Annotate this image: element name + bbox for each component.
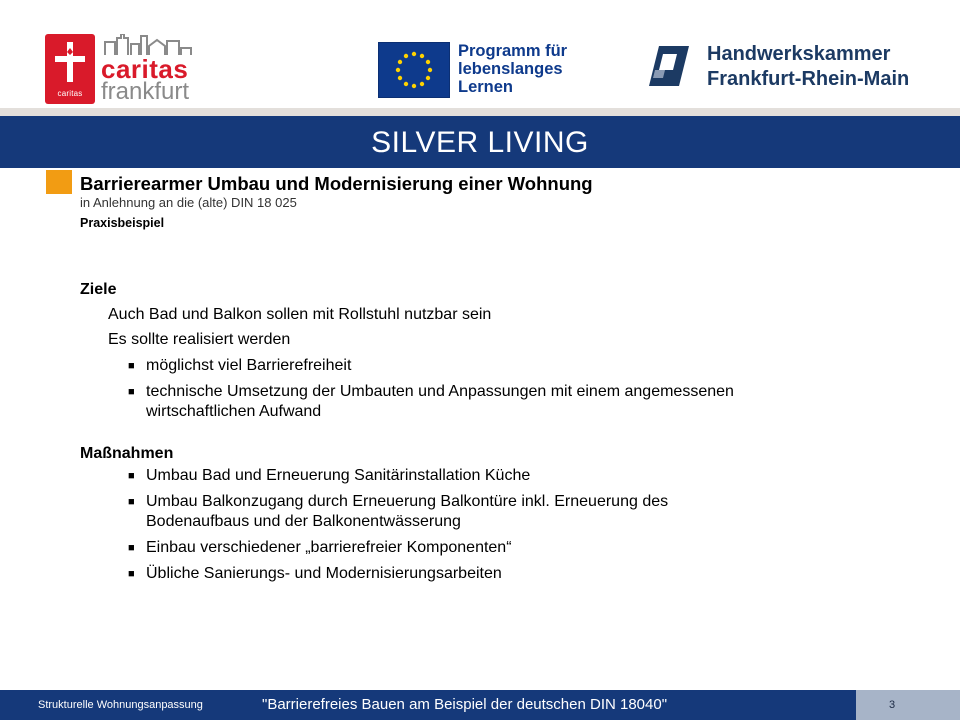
massnahmen-heading: Maßnahmen <box>80 445 174 462</box>
slide-content <box>80 280 760 584</box>
list-item <box>80 492 760 532</box>
hwk-line-2: Frankfurt-Rhein-Main <box>707 68 910 90</box>
ziele-line: Auch Bad und Balkon sollen mit Rollstuhl nutzbar sein <box>108 306 492 323</box>
eu-line-1: Programm für <box>458 42 568 60</box>
orange-marker-icon <box>46 170 72 194</box>
eu-line-2: lebenslanges <box>458 60 563 78</box>
eu-lifelong-learning-logo <box>378 42 598 98</box>
footer-section-label: Strukturelle Wohnungsanpassung <box>38 699 203 711</box>
hwk-text <box>707 42 909 92</box>
page-number: 3 <box>888 699 896 711</box>
logo-bar <box>0 0 960 108</box>
eu-stars-icon <box>379 43 449 97</box>
square-bullet-icon: ■ <box>128 470 135 482</box>
caritas-emblem <box>45 34 95 104</box>
list-item-text: Einbau verschiedener „barrierefreier Komponenten“ <box>146 539 512 556</box>
square-bullet-icon: ■ <box>128 360 135 372</box>
handwerkskammer-logo <box>645 40 935 96</box>
ziele-bullet-list <box>80 356 760 422</box>
caritas-emblem-label: caritas <box>57 89 83 98</box>
list-item <box>80 382 760 422</box>
hwk-emblem-icon <box>645 44 693 88</box>
eu-flag-icon <box>378 42 450 98</box>
list-item <box>80 564 760 584</box>
eu-program-text <box>458 42 567 96</box>
slide-title: Barrierearmer Umbau und Modernisierung einer Wohnung <box>80 173 593 194</box>
list-item-text: möglichst viel Barrierefreiheit <box>146 357 352 374</box>
caritas-wordmark: caritas <box>101 54 189 84</box>
list-item <box>80 356 760 376</box>
list-item-text: Übliche Sanierungs- und Modernisierungsarbeiten <box>146 565 502 582</box>
list-item <box>80 466 760 486</box>
massnahmen-bullet-list <box>80 466 760 584</box>
page-number-box <box>856 690 960 720</box>
ziele-line: Es sollte realisiert werden <box>108 331 291 348</box>
page-title: SILVER LIVING <box>0 116 960 168</box>
caritas-frankfurt-logo <box>45 34 205 106</box>
list-item-text: Umbau Bad und Erneuerung Sanitärinstallation Küche <box>146 467 531 484</box>
hwk-line-1: Handwerkskammer <box>707 43 891 65</box>
footer <box>0 690 960 720</box>
square-bullet-icon: ■ <box>128 542 135 554</box>
list-item-text: Umbau Balkonzugang durch Erneuerung Balkontüre inkl. Erneuerung des Bodenaufbaus und der Balkonentwässerung <box>146 493 669 530</box>
list-item <box>80 538 760 558</box>
list-item-text: technische Umsetzung der Umbauten und Anpassungen mit einem angemessenen wirtschaftlichen Aufwand <box>146 383 734 420</box>
slide-subtitle: in Anlehnung an die (alte) DIN 18 025 <box>80 195 297 210</box>
footer-presentation-title: "Barrierefreies Bauen am Beispiel der deutschen DIN 18040" <box>262 696 668 713</box>
caritas-city: frankfurt <box>101 78 190 105</box>
square-bullet-icon: ■ <box>128 568 135 580</box>
square-bullet-icon: ■ <box>128 496 135 508</box>
square-bullet-icon: ■ <box>128 386 135 398</box>
skyline-icon <box>103 34 203 56</box>
eu-line-3: Lernen <box>458 78 514 96</box>
header-divider <box>0 108 960 116</box>
ziele-heading: Ziele <box>80 281 117 298</box>
caritas-flame-cross-icon <box>45 34 95 90</box>
slide-tag: Praxisbeispiel <box>80 216 165 230</box>
